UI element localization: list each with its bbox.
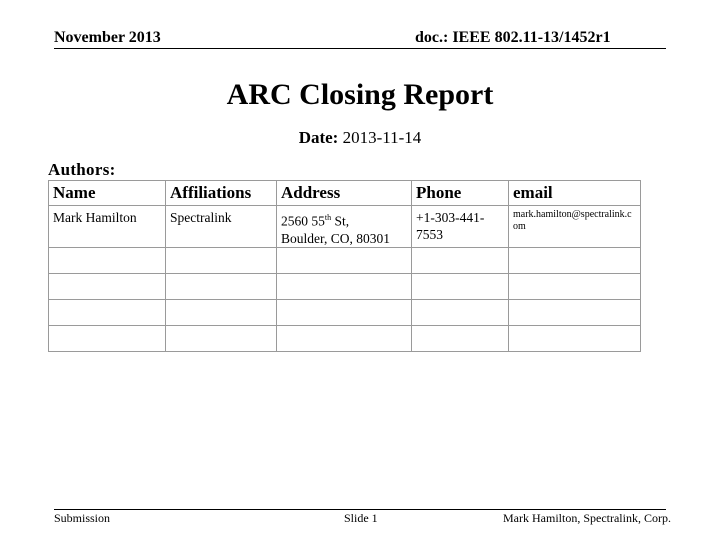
- footer-submission: Submission: [54, 511, 111, 525]
- table-header-row: [49, 181, 641, 206]
- date-value: 2013-11-14: [342, 128, 422, 147]
- empty-cell: [166, 247, 277, 273]
- footer-author: Mark Hamilton, Spectralink, Corp.: [503, 511, 671, 525]
- address-city: Boulder, CO, 80301: [281, 230, 390, 246]
- cell-name: Mark Hamilton: [49, 206, 166, 248]
- cell-affiliation: Spectralink: [166, 206, 277, 248]
- authors-label: Authors:: [48, 160, 116, 179]
- date-line: [0, 128, 720, 148]
- address-street-number: 2560 55: [281, 213, 325, 229]
- empty-cell: [49, 325, 166, 351]
- cell-email: mark.hamilton@spectralink.com: [509, 206, 641, 248]
- empty-cell: [277, 273, 412, 299]
- empty-cell: [166, 325, 277, 351]
- phone-part1: +1-303-441-: [416, 210, 485, 225]
- authors-table: [48, 180, 641, 352]
- empty-cell: [412, 247, 509, 273]
- date-label: Date:: [298, 128, 339, 147]
- empty-cell: [277, 325, 412, 351]
- cell-phone: [412, 206, 509, 248]
- header-date: November 2013: [54, 29, 161, 46]
- empty-cell: [277, 299, 412, 325]
- cell-address: [277, 206, 412, 248]
- phone-part2: 7553: [416, 227, 443, 242]
- table-row: [49, 247, 641, 273]
- table-row: [49, 299, 641, 325]
- header-phone: Phone: [412, 181, 509, 206]
- empty-cell: [509, 325, 641, 351]
- header-divider: [54, 48, 666, 49]
- empty-cell: [412, 325, 509, 351]
- empty-cell: [509, 273, 641, 299]
- empty-cell: [509, 299, 641, 325]
- header-email: email: [509, 181, 641, 206]
- footer-divider: [54, 509, 666, 510]
- slide-title: ARC Closing Report: [226, 78, 494, 111]
- empty-cell: [412, 299, 509, 325]
- empty-cell: [509, 247, 641, 273]
- header-doc-id: doc.: IEEE 802.11-13/1452r1: [415, 29, 611, 46]
- header-address: Address: [277, 181, 412, 206]
- header-affiliations: Affiliations: [166, 181, 277, 206]
- table-row: [49, 325, 641, 351]
- address-street-suffix: St,: [331, 213, 350, 229]
- table-row: [49, 206, 641, 248]
- header-name: Name: [49, 181, 166, 206]
- empty-cell: [49, 299, 166, 325]
- table-row: [49, 273, 641, 299]
- empty-cell: [277, 247, 412, 273]
- empty-cell: [412, 273, 509, 299]
- empty-cell: [166, 273, 277, 299]
- empty-cell: [49, 247, 166, 273]
- empty-cell: [166, 299, 277, 325]
- authors-table-container: [48, 180, 641, 352]
- empty-cell: [49, 273, 166, 299]
- address-ordinal: th: [324, 213, 332, 222]
- footer-slide-number: Slide 1: [344, 511, 378, 525]
